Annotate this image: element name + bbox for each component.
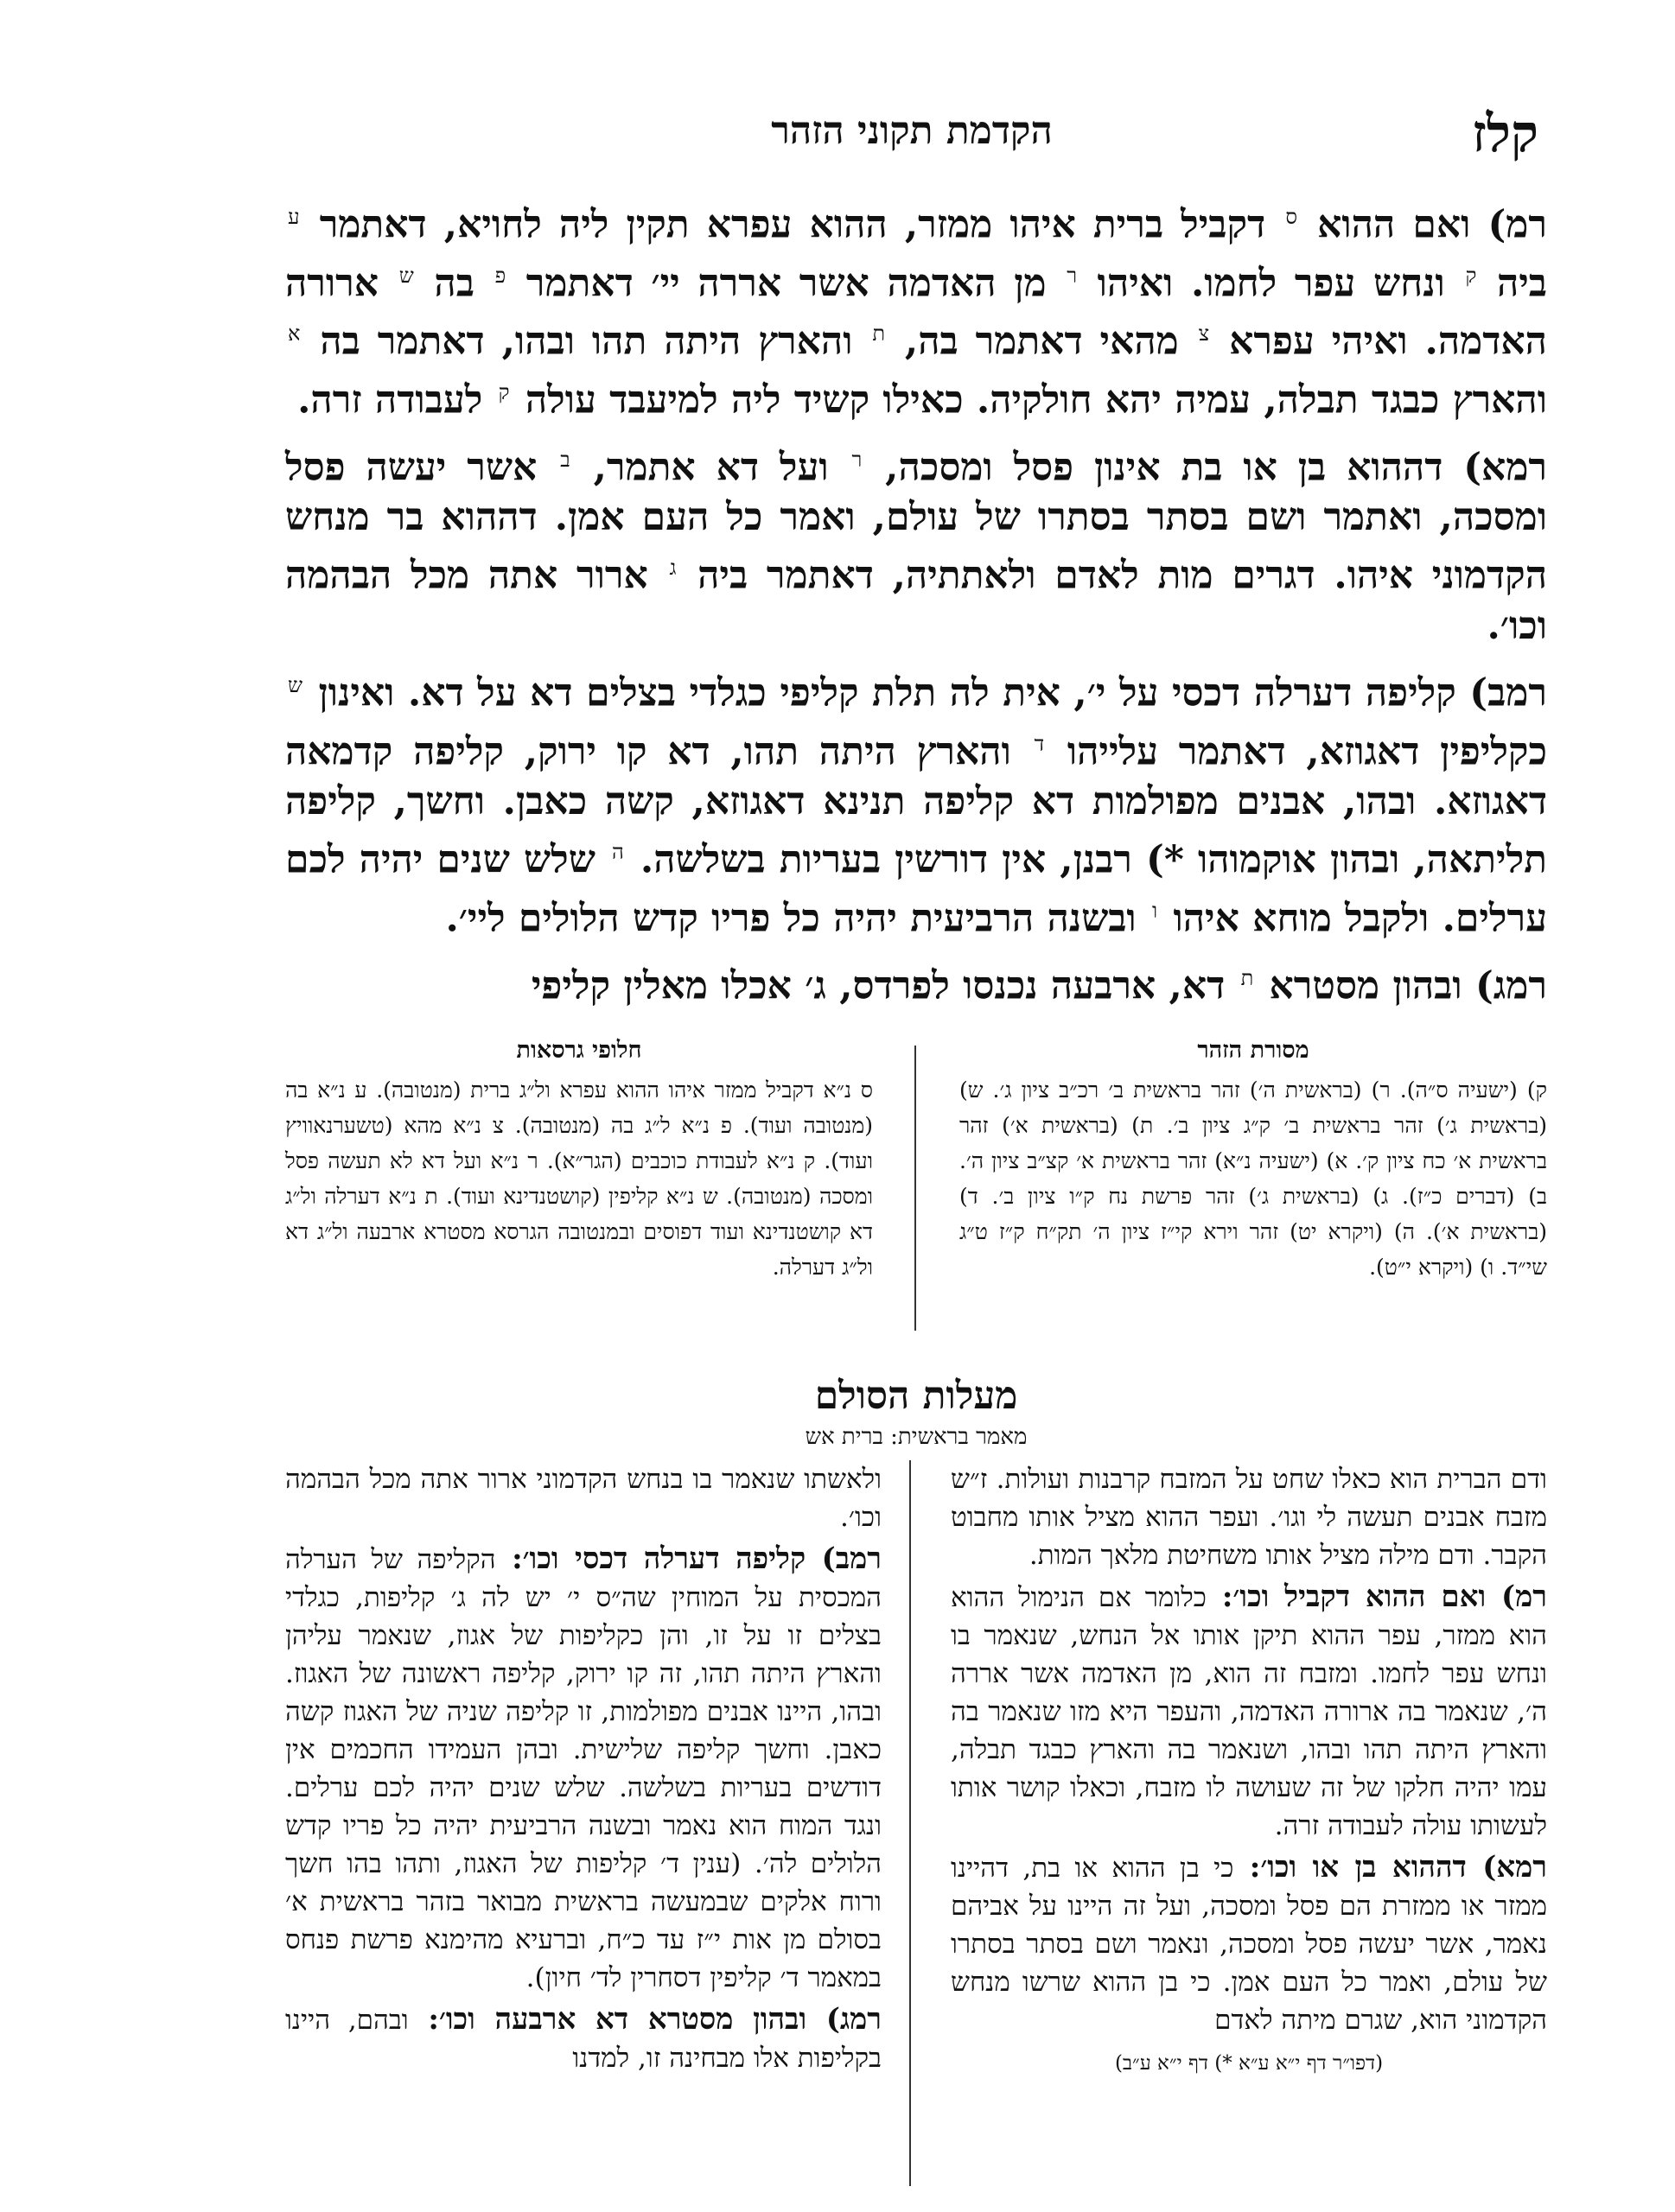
note-marker: ב [560, 447, 570, 472]
commentary-paragraph [951, 1460, 1547, 1574]
text-run: ארורה האדמה. ואיהי עפרא [285, 261, 1547, 364]
chilufei-column [285, 1037, 873, 1285]
commentary-paragraph [285, 1460, 882, 1536]
masoret-heading: מסורת הזהר [1197, 1037, 1309, 1064]
note-marker: ק [498, 379, 510, 404]
text-run: דא, ארבעה נכנסו לפרדס, ג׳ אכלו מאלין קליפי [531, 963, 1239, 1008]
note-marker: ר [851, 447, 863, 472]
note-marker: צ [1198, 321, 1210, 346]
note-marker: ג [669, 556, 677, 581]
page-number: קלז [1472, 104, 1538, 164]
text-run: שלש שנים יהיה לכם ערלים. ולקבל מוחא איהו [285, 837, 1547, 941]
note-marker: ת [872, 321, 886, 346]
text-run: והארץ היתה תהו ובהו, דאתמר בה [303, 319, 870, 364]
text-run: רמב) קליפה דערלה דכסי על י׳, אית לה תלת קליפי כגלדי בצלים דא על דא. ואינון [305, 671, 1547, 715]
text-run: ודם הברית הוא כאלו שחט על המזבח קרבנות ועולות. ז״ש מזבח אבנים תעשה לי וגו׳. ועפר ההוא מציל אותו מחבוט הקבר. ודם מילה מציל אותו משחיטת מלאך המות. [951, 1464, 1547, 1571]
lemma-heading: רמא) דההוא בן או וכו׳: [1233, 1850, 1547, 1885]
lemma-heading: רמ) ואם ההוא דקביל וכו׳: [1206, 1580, 1547, 1614]
masoret-column [959, 1037, 1547, 1285]
commentary-title: מעלות הסולם [814, 1374, 1018, 1418]
lemma-heading: רמב) קליפה דערלה דכסי וכו׳: [495, 1541, 882, 1576]
text-run: דקביל ברית איהו ממזר, ההוא עפרא תקין ליה לחויא, דאתמר [302, 202, 1283, 247]
main-paragraph [285, 435, 1547, 652]
commentary-paragraph [285, 2000, 882, 2077]
text-run: לעבודה זרה. [297, 378, 496, 423]
note-marker: ר [1067, 263, 1077, 288]
text-run: והארץ היתה תהו, דא קו ירוק, קליפה קדמאה דאגוזא. ובהו, אבנים מפולמות דא קליפה תנינא דאגוזא, קשה כאבן. וחשך, קליפה תליתאה, ובהון אוקמוהו *) רבנן, אין דורשין בעריות בשלשה. [285, 729, 1548, 882]
masoret-text: ק) (ישעיה ס״ה). ר) (בראשית ה׳) זהר בראשית ב׳ רכ״ב ציון ג׳. ש) (בראשית ג׳) זהר בראשית ב׳ ק״ג ציון ב׳. ת) (בראשית א׳) זהר בראשית א׳ כח ציון ק׳. א) (ישעיה נ״א) זהר בראשית א׳ קצ״ב ציון ה׳. ב) (דברים כ״ז). ג) (בראשית ג׳) זהר פרשת נח ק״ו ציון ב׳. ד) (בראשית א׳). ה) (ויקרא יט) זהר וירא קי״ז ציון ה׳ תק״ח ק״ז ט״ג שי״ד. ו) (ויקרא י״ט). [959, 1077, 1547, 1280]
commentary-paragraph [951, 1578, 1547, 1845]
zohar-main-text [285, 192, 1547, 1020]
text-run: מהאי דאתמר בה, [888, 319, 1196, 364]
commentary-section [285, 1460, 1547, 2195]
text-run: ובשנה הרביעית יהיה כל פריו קדש הלולים ליי׳. [445, 896, 1150, 941]
text-run: ארור אתה מכל הבהמה וכו׳. [285, 553, 1547, 648]
commentary-right-column [951, 1460, 1547, 2082]
text-run: ובהם, היינו בקליפות אלו מבחינה זו, למדנו [285, 2005, 882, 2074]
text-run: ונחש עפר לחמו. ואיהו [1080, 261, 1463, 306]
note-marker: ד [1034, 731, 1045, 756]
text-run: ולאשתו שנאמר בו בנחש הקדמוני ארור אתה מכל הבהמה וכו׳. [285, 1464, 882, 1533]
main-paragraph [285, 953, 1547, 1012]
note-marker: ס [1285, 205, 1297, 229]
text-run: בה [416, 261, 493, 306]
note-marker: ה [611, 840, 624, 865]
running-title: הקדמת תקוני הזהר [771, 109, 1053, 153]
note-marker: ו [1152, 898, 1158, 923]
text-run: רמג) ובהון מסטרא [1256, 963, 1547, 1008]
text-run: אשר יעשה פסל ומסכה, ואתמר ושם בסתר בסתרו של עולם, ואמר כל העם אמן. דההוא בר מנחש הקדמוני איהו. דגרים מות לאדם ולאתתיה, דאתמר ביה [285, 445, 1547, 598]
commentary-paragraph [951, 1848, 1547, 2039]
note-marker: ש [288, 672, 303, 697]
chilufei-heading: חלופי גרסאות [516, 1037, 642, 1064]
column-divider [914, 1046, 916, 1331]
text-run: כלומר אם הנימול ההוא הוא ממזר, עפר ההוא תיקן אותו אל הנחש, שנאמר בו ונחש עפר לחמו. ומזבח זה הוא, מן האדמה אשר אררה ה׳, שנאמר בה ארורה האדמה, והעפר היא מזו שנאמר בה והארץ היתה תהו ובהו, ושנאמר בה והארץ כבגד תבלה, עמו יהיה חלקו של זה שעושה לו מזבח, וכאלו קושר אותו לעשותו עולה לעבודה זרה. [951, 1582, 1547, 1841]
note-marker: ע [288, 205, 300, 229]
lemma-heading: רמג) ובהון מסטרא דא ארבעה וכו׳: [408, 2002, 882, 2037]
text-run: ביה [1479, 261, 1547, 306]
note-marker: ש [398, 263, 414, 288]
text-run: ועל דא אתמר, [572, 445, 850, 490]
text-run: מן האדמה אשר אררה יי׳ דאתמר [508, 261, 1065, 306]
main-paragraph [285, 192, 1547, 426]
text-run: כי בן ההוא או בת, דהיינו ממזר או ממזרת הם פסל ומסכה, ועל זה היינו על אביהם נאמר, אשר יעשה פסל ומסכה, ונאמר ושם בסתר בסתרו של עולם, ואמר כל העם אמן. כי בן ההוא שרשו מנחש הקדמוני הוא, שגרם מיתה לאדם [951, 1853, 1547, 2036]
commentary-paragraph [285, 1540, 882, 1997]
commentary-subtitle: מאמר בראשית: ברית אש [805, 1424, 1028, 1450]
note-marker: ת [1240, 965, 1254, 990]
commentary-right-paragraphs [951, 1460, 1547, 2039]
text-run: והארץ כבגד תבלה, עמיה יהא חולקיה. כאילו קשיד ליה למיעבד עולה [512, 378, 1547, 423]
folio-reference: (דפו״ר דף י״א ע״א *) דף י״א ע״ב) [1114, 2052, 1384, 2075]
text-run: רמא) דההוא בן או בת אינון פסל ומסכה, [864, 445, 1548, 490]
note-marker: א [288, 321, 301, 346]
commentary-divider [909, 1460, 911, 2186]
note-marker: פ [494, 263, 506, 288]
chilufei-text: ס נ״א דקביל ממזר איהו ההוא עפרא ול״ג ברית (מנטובה). ע נ״א בה (מנטובה ועוד). פ נ״א ל״ג בה (מנטובה). צ נ״א מהא (טשערנאוויץ ועוד). ק נ״א לעבודת כוכבים (הגר״א). ר נ״א ועל דא לא תעשה פסל ומסכה (מנטובה). ש נ״א קליפין (קושטנדינא ועוד). ת נ״א דערלה ול״ג דא קושטנדינא ועוד דפוסים ובמנטובה הגרסא מסטרא ארבעה ול״ג דא ול״ג דערלה. [285, 1077, 873, 1280]
commentary-left-column [285, 1460, 882, 2081]
text-run: הקליפה של הערלה המכסית על המוחין שה״ס י׳ יש לה ג׳ קליפות, כגלדי בצלים זו על זו, והן כקליפות של אגוז, שנאמר עליהן והארץ היתה תהו, זה קו ירוק, קליפה ראשונה של האגוז. ובהו, היינו אבנים מפולמות, זו קליפה שניה של האגוז קשה כאבן. וחשך קליפה שלישית. ובהן העמידו החכמים אין דודשים בעריות בשלשה. שלש שנים יהיה לכם ערלים. ונגד המוח הוא נאמר ובשנה הרביעית יהיה כל פריו קדש הלולים לה׳. (ענין ד׳ קליפות של האגוז, ותהו בהו חשך ורוח אלקים שבמעשה בראשית מבואר בזהר בראשית א׳ בסולם מן אות י״ז עד כ״ח, וברעיא מהימנא פרשת פנחס במאמר ד׳ קליפין דסחרין לד׳ חיון). [285, 1544, 882, 1993]
text-run: רמ) ואם ההוא [1299, 202, 1547, 247]
note-marker: ק [1465, 263, 1477, 288]
page-header [285, 104, 1538, 173]
text-run: כקליפין דאגוזא, דאתמר עלייהו [1047, 729, 1547, 774]
notes-section [285, 1037, 1547, 1339]
main-paragraph [285, 660, 1547, 944]
